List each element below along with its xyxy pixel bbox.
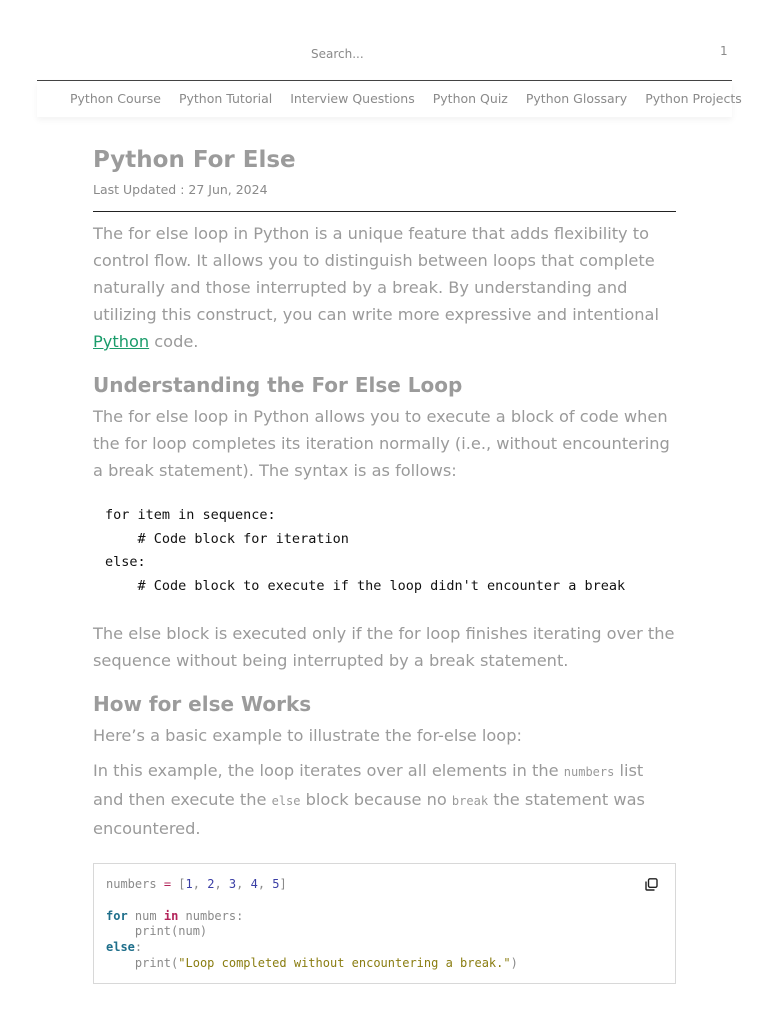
- code-token: "Loop completed without encountering a break.": [178, 955, 511, 970]
- code-token: numbers:: [185, 908, 244, 923]
- code-line: [106, 956, 663, 972]
- section-heading-how-works: How for else Works: [93, 692, 312, 716]
- python-link[interactable]: Python: [93, 332, 150, 351]
- nav-item-interview-questions[interactable]: Interview Questions: [290, 91, 415, 106]
- example-text: the statement was encountered.: [93, 790, 645, 838]
- syntax-block: [105, 504, 676, 598]
- code-token: 1: [185, 877, 193, 891]
- code-token: print(num): [134, 924, 208, 939]
- example-text: list and then execute the: [93, 761, 644, 809]
- code-token: num: [134, 908, 157, 923]
- syntax-line: # Code block for iteration: [105, 530, 349, 547]
- code-token: :: [134, 940, 143, 955]
- category-nav: [37, 81, 742, 117]
- code-line: [106, 940, 663, 956]
- code-line: [106, 909, 663, 925]
- section-how-works-text: Here’s a basic example to illustrate the for-else loop:: [93, 726, 522, 745]
- code-token: 3: [228, 877, 237, 891]
- example-text: In this example, the loop iterates over all elements in the: [93, 761, 564, 780]
- nav-item-python-projects[interactable]: Python Projects: [645, 91, 742, 106]
- code-token: 2: [207, 877, 215, 891]
- last-updated: Last Updated : 27 Jun, 2024: [93, 182, 676, 212]
- article-content: [93, 144, 676, 984]
- code-token: =: [163, 877, 172, 891]
- search-input[interactable]: Search...: [311, 47, 364, 61]
- code-line: [106, 924, 663, 940]
- code-token: 4: [250, 877, 258, 891]
- article-title: Python For Else: [93, 147, 296, 173]
- section-understanding-text: The for else loop in Python allows you to execute a block of code when the for loop completes its iteration normally (i.e., without encountering a break statement). The syntax is as follows:: [93, 407, 670, 480]
- top-header: [37, 0, 732, 81]
- else-explanation: The else block is executed only if the for loop finishes iterating over the sequence without being interrupted by a break statement.: [93, 624, 675, 670]
- code-token: [: [178, 877, 186, 891]
- copy-icon[interactable]: [645, 878, 658, 891]
- code-line: numbers = [1, 2, 3, 4, 5]: [106, 877, 287, 891]
- intro-end: code.: [149, 332, 199, 351]
- code-line: [106, 893, 663, 909]
- code-token: print(: [134, 955, 179, 970]
- code-example-block: [93, 863, 676, 984]
- code-token: ): [510, 955, 518, 970]
- section-heading-understanding: Understanding the For Else Loop: [93, 373, 463, 397]
- code-token: else: [106, 940, 135, 955]
- code-token: in: [163, 908, 179, 923]
- inline-code-numbers: numbers: [563, 765, 615, 779]
- nav-item-python-glossary[interactable]: Python Glossary: [525, 91, 628, 106]
- code-token: ]: [279, 877, 287, 891]
- notification-badge[interactable]: 1: [720, 44, 728, 58]
- syntax-line: else:: [105, 554, 146, 570]
- example-text: block because no: [300, 790, 452, 809]
- code-token: 5: [272, 877, 280, 891]
- example-explanation: [93, 757, 676, 842]
- nav-item-python-tutorial[interactable]: Python Tutorial: [178, 91, 273, 106]
- nav-list: [70, 91, 742, 106]
- nav-item-python-quiz[interactable]: Python Quiz: [432, 91, 508, 106]
- inline-code-break: break: [451, 794, 489, 808]
- code-token: numbers: [106, 877, 157, 891]
- nav-item-python-course[interactable]: Python Course: [70, 91, 161, 106]
- syntax-line: for item in sequence:: [105, 507, 276, 523]
- syntax-line: # Code block to execute if the loop didn't encounter a break: [105, 577, 626, 594]
- intro-text: The for else loop in Python is a unique feature that adds flexibility to control flow. It allows you to distinguish between loops that complete naturally and those interrupted by a break. By understanding and utilizing this construct, you can write more expressive and intentional: [93, 224, 659, 324]
- intro-paragraph: [93, 220, 676, 355]
- inline-code-else: else: [271, 794, 301, 808]
- code-token: for: [106, 908, 128, 923]
